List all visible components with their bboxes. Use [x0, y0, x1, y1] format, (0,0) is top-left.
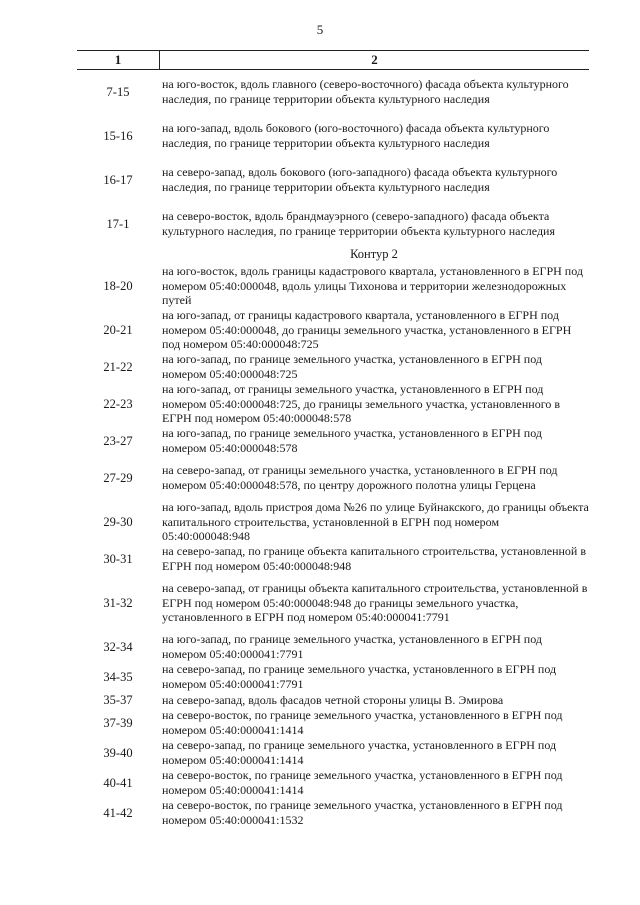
- boundary-description: на северо-запад, от границы земельного участка, установленного в ЕГРН под номером 05:40:000048:578, по центру дорожного полотна улицы Герцена: [162, 463, 558, 492]
- table-row: [77, 308, 589, 352]
- boundary-description: на юго-восток, вдоль главного (северо-восточного) фасада объекта культурного наследия, по границе территории объекта культурного наследия: [162, 77, 569, 106]
- point-range: 18-20: [103, 278, 133, 293]
- point-range: 20-21: [103, 322, 133, 337]
- table-row: [77, 692, 589, 708]
- table-row: [77, 70, 589, 114]
- table-header-row: [77, 50, 589, 70]
- boundary-description: на юго-запад, вдоль пристроя дома №26 по улице Буйнакского, до границы объекта капитального строительства, установленной в ЕГРН под номером 05:40:000048:948: [162, 500, 589, 544]
- boundary-description: на северо-восток, по границе земельного участка, установленного в ЕГРН под номером 05:40:000041:1532: [162, 798, 563, 827]
- point-range: 29-30: [103, 514, 133, 529]
- table-row: [77, 798, 589, 828]
- point-range: 30-31: [103, 551, 133, 566]
- point-range: 16-17: [103, 172, 133, 187]
- table-row: [77, 264, 589, 308]
- boundary-description: на северо-запад, по границе объекта капитального строительства, установленной в ЕГРН под номером 05:40:000048:948: [162, 544, 586, 573]
- point-range: 23-27: [103, 433, 133, 448]
- table-row: [77, 632, 589, 662]
- point-range: 7-15: [106, 84, 130, 99]
- boundary-description: на юго-запад, от границы земельного участка, установленного в ЕГРН под номером 05:40:000048:725, до границы земельного участка, установленного в ЕГРН под номером 05:40:000048:578: [162, 382, 560, 426]
- table-row: [77, 500, 589, 544]
- point-range: 27-29: [103, 470, 133, 485]
- table-row: [77, 114, 589, 158]
- table-row: [77, 426, 589, 456]
- header-col-1: 1: [77, 51, 160, 69]
- boundary-description: на юго-запад, от границы кадастрового квартала, установленного в ЕГРН под номером 05:40:000048, до границы земельного участка, установленного в ЕГРН под номером 05:40:000048:725: [162, 308, 572, 352]
- page-number: 5: [316, 22, 324, 37]
- boundary-description: на северо-запад, вдоль бокового (юго-западного) фасада объекта культурного наследия, по границе территории объекта культурного наследия: [162, 165, 558, 194]
- header-col-2: 2: [371, 52, 378, 67]
- boundary-description-table: [77, 50, 589, 828]
- boundary-description: на северо-запад, от границы объекта капитального строительства, установленной в ЕГРН под номером 05:40:000048:948 до границы земельного участка, установленного в ЕГРН под номером 05:40:000041:7791: [162, 581, 588, 625]
- boundary-description: на северо-запад, по границе земельного участка, установленного в ЕГРН под номером 05:40:000041:7791: [162, 662, 557, 691]
- table-row: [77, 768, 589, 798]
- table-row: [77, 158, 589, 202]
- table-row: [77, 662, 589, 692]
- point-range: 15-16: [103, 128, 133, 143]
- table-row: [77, 382, 589, 426]
- boundary-description: на юго-запад, по границе земельного участка, установленного в ЕГРН под номером 05:40:000048:578: [162, 426, 542, 455]
- boundary-description: на северо-восток, вдоль брандмауэрного (северо-западного) фасада объекта культурного наследия, по границе территории объекта культурного наследия: [162, 209, 555, 238]
- boundary-description: на северо-восток, по границе земельного участка, установленного в ЕГРН под номером 05:40:000041:1414: [162, 768, 563, 797]
- point-range: 32-34: [103, 639, 133, 654]
- point-range: 39-40: [103, 745, 133, 760]
- boundary-description: на северо-запад, по границе земельного участка, установленного в ЕГРН под номером 05:40:000041:1414: [162, 738, 557, 767]
- table-row: [77, 708, 589, 738]
- boundary-description: на северо-запад, вдоль фасадов четной стороны улицы В. Эмирова: [162, 692, 504, 707]
- point-range: 31-32: [103, 595, 133, 610]
- table-row: [77, 544, 589, 574]
- boundary-description: на юго-восток, вдоль границы кадастрового квартала, установленного в ЕГРН под номером 05:40:000048, вдоль улицы Тихонова и территории железнодорожных путей: [162, 264, 583, 308]
- table-row: [77, 352, 589, 382]
- point-range: 34-35: [103, 669, 133, 684]
- point-range: 41-42: [103, 805, 133, 820]
- table-row: [77, 456, 589, 500]
- boundary-description: на юго-запад, по границе земельного участка, установленного в ЕГРН под номером 05:40:000041:7791: [162, 632, 542, 661]
- point-range: 21-22: [103, 359, 133, 374]
- point-range: 22-23: [103, 396, 133, 411]
- table-row: [77, 202, 589, 246]
- boundary-description: на юго-запад, по границе земельного участка, установленного в ЕГРН под номером 05:40:000048:725: [162, 352, 542, 381]
- table-row: [77, 574, 589, 632]
- boundary-description: на юго-запад, вдоль бокового (юго-восточного) фасада объекта культурного наследия, по границе территории объекта культурного наследия: [162, 121, 550, 150]
- boundary-description: на северо-восток, по границе земельного участка, установленного в ЕГРН под номером 05:40:000041:1414: [162, 708, 563, 737]
- point-range: 35-37: [103, 692, 133, 707]
- contour-title: Контур 2: [350, 247, 398, 261]
- point-range: 17-1: [106, 216, 130, 231]
- point-range: 40-41: [103, 775, 133, 790]
- point-range: 37-39: [103, 715, 133, 730]
- table-row: [77, 738, 589, 768]
